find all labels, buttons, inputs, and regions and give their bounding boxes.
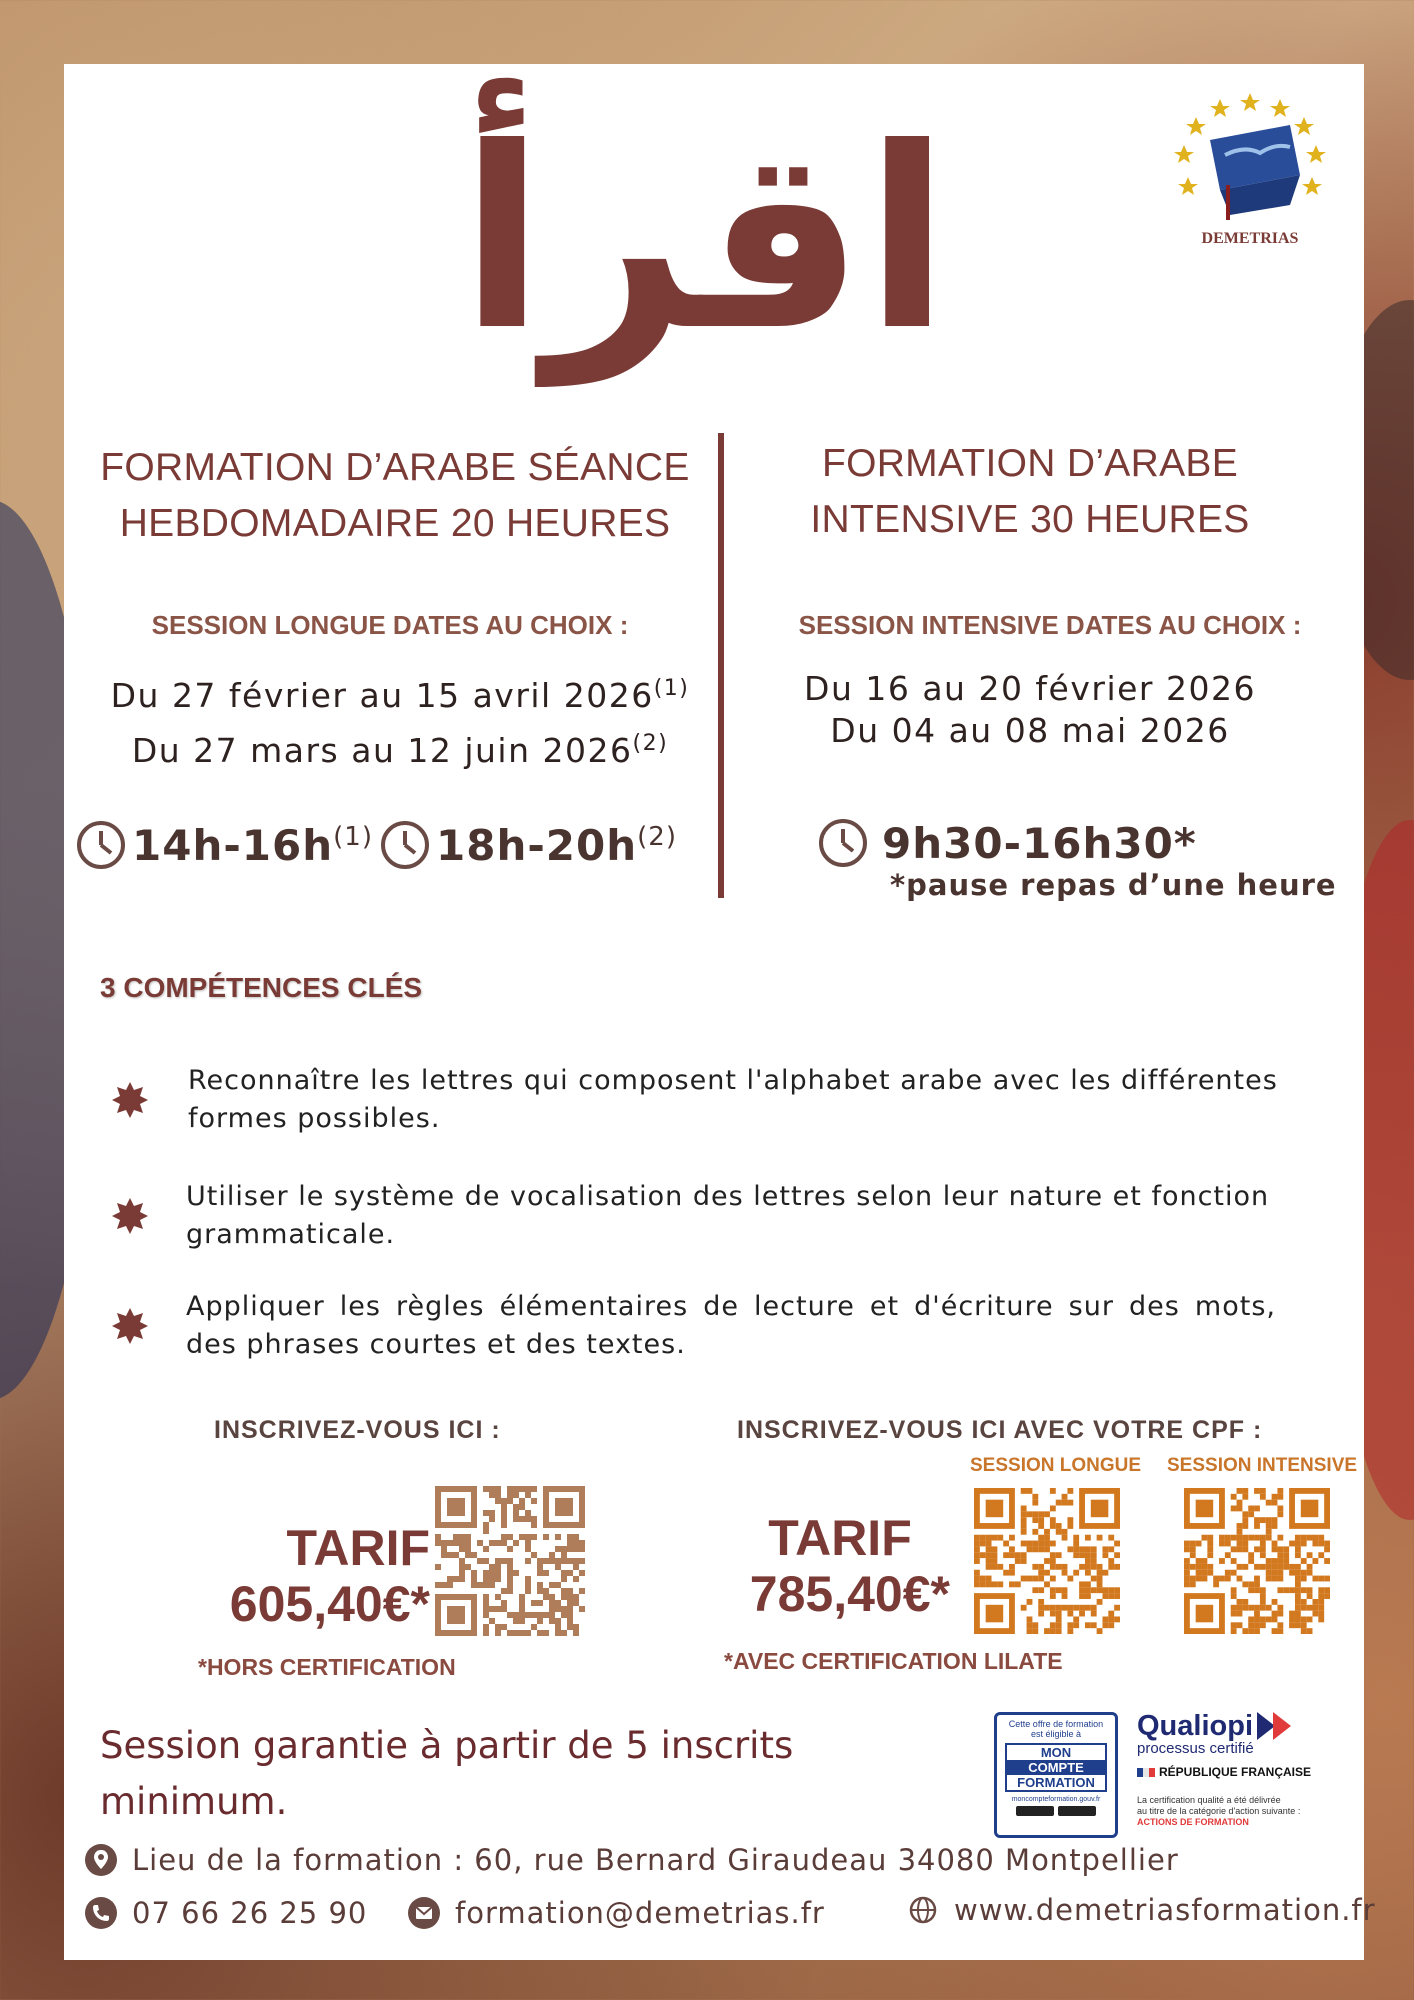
competence-text-3: Appliquer les règles élémentaires de lecture et d'écriture sur des mots, des phrases courtes et des textes. xyxy=(186,1291,1276,1360)
left-time-1: $14h-16h^{(1)}$ xyxy=(76,820,373,870)
garantie-text xyxy=(100,1718,900,1830)
right-formation-title xyxy=(740,436,1320,548)
left-session-label: SESSION LONGUE DATES AU CHOIX : xyxy=(151,610,629,640)
footer-email-text[interactable]: formation@demetrias.fr xyxy=(455,1896,825,1930)
garantie-line2: minimum. xyxy=(100,1780,288,1823)
mon-compte-formation-badge xyxy=(994,1712,1118,1838)
location-pin-icon xyxy=(84,1843,118,1877)
mail-icon xyxy=(407,1896,441,1930)
mcf-url: moncompteformation.gouv.fr xyxy=(1011,1796,1101,1803)
left-time-2: $18h-20h^{(2)}$ xyxy=(380,820,677,870)
right-time-text: 9h30-16h30* xyxy=(882,818,1197,868)
clock-icon xyxy=(76,820,126,870)
column-divider xyxy=(718,433,724,898)
star-bullet-icon xyxy=(110,1306,150,1346)
competence-text-2: Utiliser le système de vocalisation des lettres selon leur nature et fonction grammaticale. xyxy=(186,1181,1270,1250)
session-longue-label: SESSION LONGUE xyxy=(970,1455,1142,1476)
footer-email[interactable] xyxy=(407,1896,825,1930)
competences-heading: 3 COMPÉTENCES CLÉS xyxy=(100,972,423,1003)
qr-code-inscription[interactable] xyxy=(435,1486,585,1640)
right-title-line2: INTENSIVE 30 HEURES xyxy=(810,498,1250,541)
footer-address-text: Lieu de la formation : 60, rue Bernard Giraudeau 34080 Montpellier xyxy=(132,1843,1179,1877)
phone-icon xyxy=(84,1896,118,1930)
tarif-right-price: 785,40€* xyxy=(749,1566,950,1622)
qr-code-icon[interactable] xyxy=(435,1486,585,1636)
clock-icon xyxy=(380,820,430,870)
mcf-title: MON COMPTE FORMATION xyxy=(1005,1743,1107,1792)
tarif-left-note: *HORS CERTIFICATION xyxy=(198,1654,456,1680)
right-time xyxy=(818,818,1197,868)
competences-list xyxy=(110,1060,1340,1366)
qualiopi-sub: processus certifié xyxy=(1137,1740,1254,1757)
demetrias-logo xyxy=(1150,85,1350,255)
qualiopi-note: La certification qualité a été délivrée au titre de la catégorie d'action suivante : ACTIONS DE FORMATION xyxy=(1137,1795,1301,1827)
qualiopi-title: Qualiopi xyxy=(1137,1709,1253,1742)
left-title-line2: HEBDOMADAIRE 20 HEURES xyxy=(119,502,671,545)
tarif-right-label: TARIF xyxy=(768,1510,912,1566)
left-formation-title xyxy=(100,440,690,552)
star-bullet-icon xyxy=(110,1196,150,1236)
left-time-1-text: 14h-16h xyxy=(132,820,334,870)
qr-code-icon[interactable] xyxy=(974,1488,1120,1634)
qr-code-session-longue[interactable] xyxy=(974,1488,1120,1638)
right-date-2: Du 04 au 08 mai 2026 xyxy=(830,711,1230,750)
mcf-line2: est éligible à xyxy=(1030,1729,1082,1739)
inscription-label-right: INSCRIVEZ-VOUS ICI AVEC VOTRE CPF : xyxy=(737,1416,1263,1444)
mcf-line1: Cette offre de formation xyxy=(1008,1719,1104,1729)
tarif-left-label: TARIF xyxy=(286,1520,430,1576)
competence-text-1: Reconnaître les lettres qui composent l'alphabet arabe avec les différentes formes possibles. xyxy=(188,1065,1278,1134)
garantie-line1: Session garantie à partir de 5 inscrits xyxy=(100,1724,794,1767)
svg-text:DEMETRIAS: DEMETRIAS xyxy=(1201,230,1299,247)
qr-code-session-intensive[interactable] xyxy=(1184,1488,1330,1638)
right-session-label: SESSION INTENSIVE DATES AU CHOIX : xyxy=(798,610,1302,640)
qualiopi-arrow-icon xyxy=(1255,1708,1301,1744)
tarif-right xyxy=(700,1510,950,1622)
qr-code-icon[interactable] xyxy=(1184,1488,1330,1634)
right-title-line1: FORMATION D’ARABE xyxy=(821,442,1239,485)
list-item xyxy=(110,1060,1340,1140)
list-item xyxy=(110,1286,1340,1366)
left-dates xyxy=(90,665,710,775)
logo-icon xyxy=(1150,85,1350,255)
list-item xyxy=(110,1176,1340,1256)
tarif-left-price: 605,40€* xyxy=(229,1576,430,1632)
footer-website-text[interactable]: www.demetriasformation.fr xyxy=(954,1893,1376,1927)
footer-phone-text[interactable]: 07 66 26 25 90 xyxy=(132,1896,368,1930)
star-bullet-icon xyxy=(110,1080,150,1120)
left-date-2: Du 27 mars au 12 juin 2026$^{(2)}$ xyxy=(131,731,669,770)
left-title-line1: FORMATION D’ARABE SÉANCE xyxy=(100,446,690,489)
tarif-left xyxy=(150,1520,430,1632)
left-date-1: Du 27 février au 15 avril 2026$^{(1)}$ xyxy=(110,676,690,715)
arabic-title xyxy=(459,70,950,430)
qualiopi-badge xyxy=(1137,1708,1337,1828)
left-time-2-text: 18h-20h xyxy=(436,820,638,870)
right-date-1: Du 16 au 20 février 2026 xyxy=(804,669,1256,708)
session-intensive-label: SESSION INTENSIVE xyxy=(1167,1455,1358,1476)
republique: RÉPUBLIQUE FRANÇAISE xyxy=(1137,1765,1337,1779)
right-dates xyxy=(760,665,1300,755)
clock-icon xyxy=(818,818,868,868)
footer-phone[interactable] xyxy=(84,1896,367,1930)
footer-website[interactable] xyxy=(906,1893,1376,1927)
footer-address xyxy=(84,1843,1179,1877)
right-time-note: *pause repas d’une heure xyxy=(890,868,1337,902)
store-badges xyxy=(997,1806,1115,1816)
globe-icon xyxy=(906,1893,940,1927)
tarif-right-note: *AVEC CERTIFICATION LILATE xyxy=(724,1648,1063,1674)
arabic-title-text: اقرأ xyxy=(459,94,950,385)
inscription-label-left: INSCRIVEZ-VOUS ICI : xyxy=(214,1416,501,1444)
